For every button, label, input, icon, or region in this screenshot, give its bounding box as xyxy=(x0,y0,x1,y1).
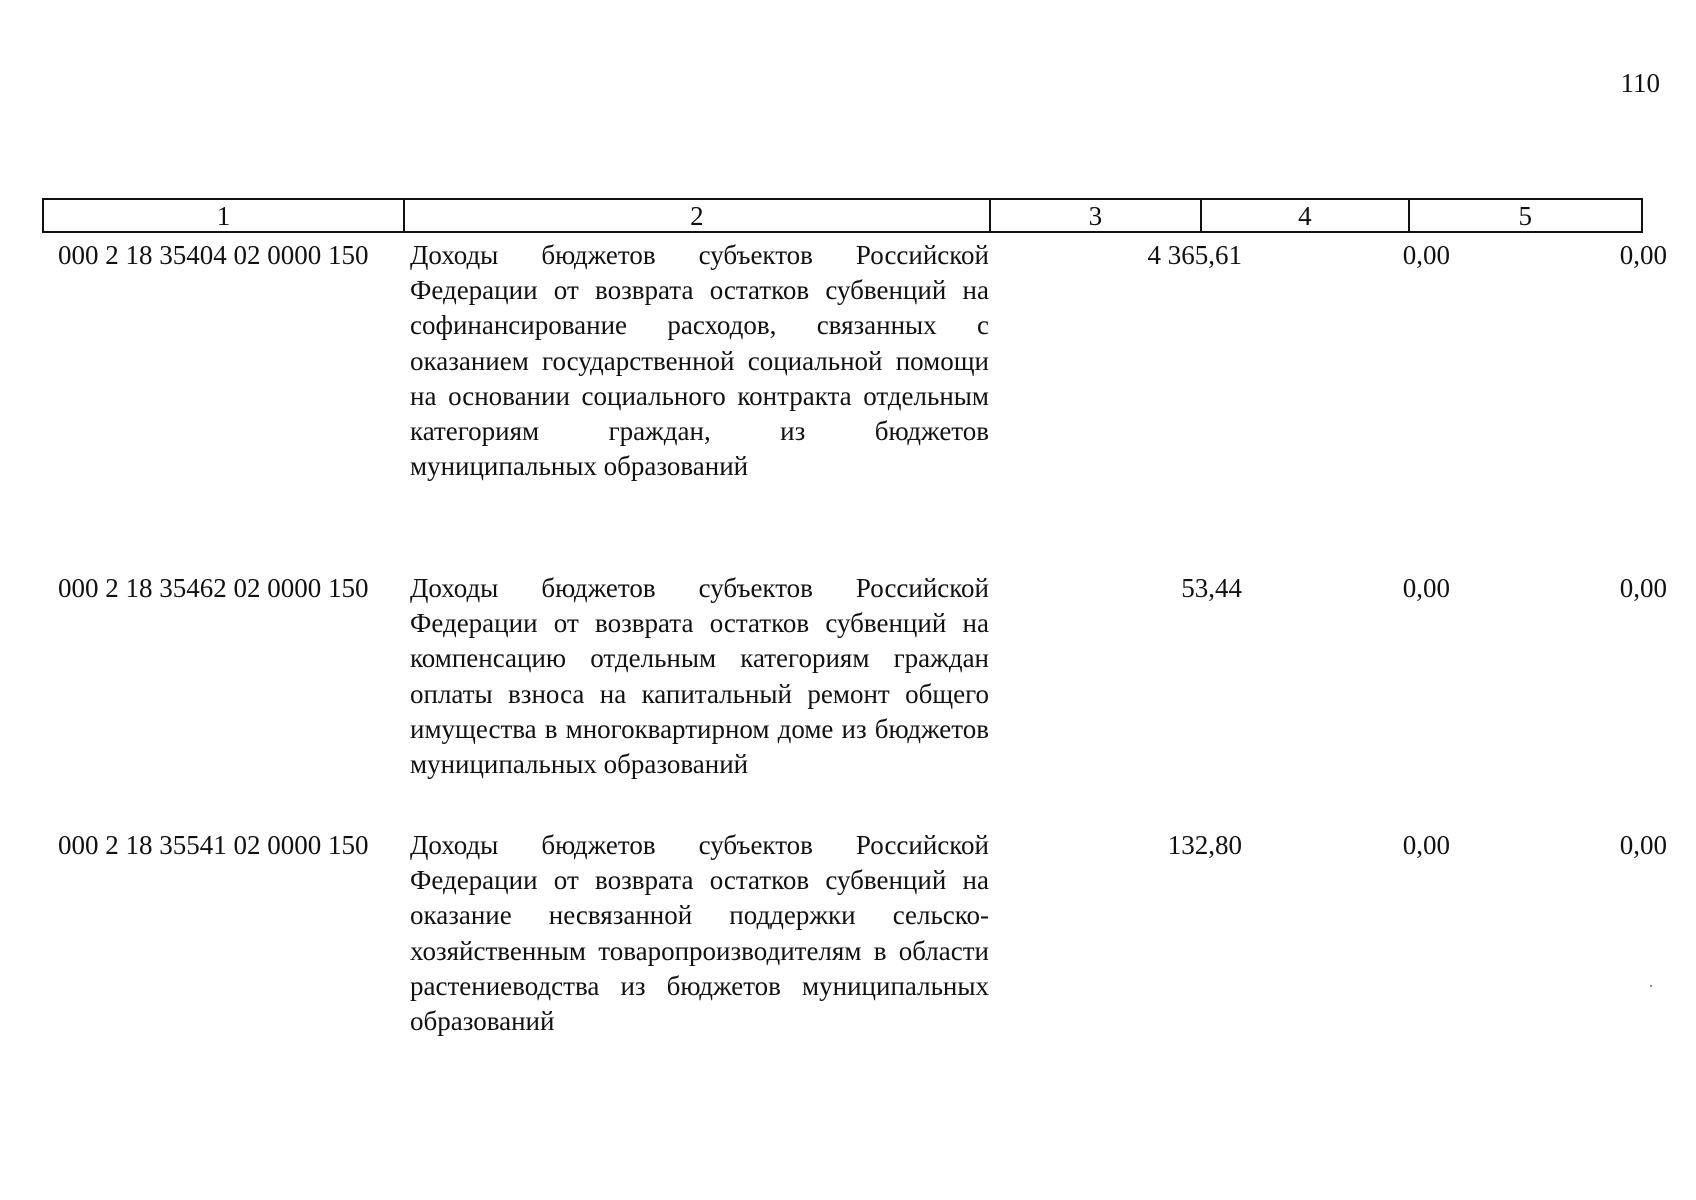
column-header-1: 1 xyxy=(44,200,405,231)
row-value-col5: 0,00 xyxy=(1619,830,1667,860)
scan-speck xyxy=(1650,985,1652,987)
row-code: 000 2 18 35541 02 0000 150 xyxy=(58,830,369,860)
row-code: 000 2 18 35462 02 0000 150 xyxy=(58,573,369,603)
row-name: Доходы бюджетов субъектов Российской Федерации от возврата остатков субвенций на софинансирование расходов, связанных с оказанием государственной социальной помощи на основании социального контракта отдельным категориям граждан, из бюджетов муниципальных образований xyxy=(410,240,989,482)
row-value-col4: 0,00 xyxy=(1402,240,1450,270)
row-value-col5: 0,00 xyxy=(1619,573,1667,603)
row-code: 000 2 18 35404 02 0000 150 xyxy=(58,240,369,270)
row-value-col4: 0,00 xyxy=(1402,573,1450,603)
row-value-col3: 4 365,61 xyxy=(1147,240,1242,270)
row-name: Доходы бюджетов субъектов Российской Федерации от возврата остатков субвенций на компенсацию отдельным категориям граждан оплаты взноса на капитальный ремонт общего имущества в многоквартирном доме из бюджетов муниципальных образований xyxy=(410,573,989,780)
column-header-2: 2 xyxy=(405,200,991,231)
row-value-col5: 0,00 xyxy=(1619,240,1667,270)
table-header xyxy=(42,198,1643,233)
row-value-col3: 132,80 xyxy=(1167,830,1242,860)
row-name: Доходы бюджетов субъектов Российской Федерации от возврата остатков субвенций на оказание несвязанной поддержки сельско-хозяйственным товаропроизводителям в области растениеводства из бюджетов муниципальных образований xyxy=(410,830,989,1037)
column-header-5: 5 xyxy=(1518,201,1533,231)
row-value-col4: 0,00 xyxy=(1402,830,1450,860)
page-number: 110 xyxy=(1620,68,1660,98)
column-header-4: 4 xyxy=(1202,200,1409,231)
row-value-col3: 53,44 xyxy=(1181,573,1242,603)
column-header-3: 3 xyxy=(991,200,1202,231)
